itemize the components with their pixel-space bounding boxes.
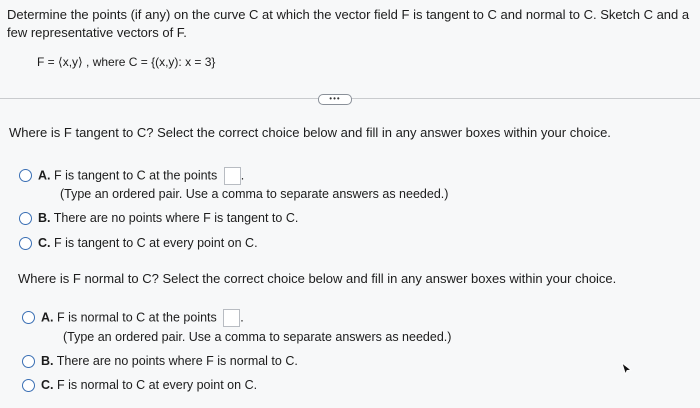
- tangent-choice-b-radio[interactable]: [19, 212, 32, 225]
- normal-points-answer-box[interactable]: [223, 309, 240, 327]
- choice-text: F is normal to C at the points: [56, 310, 217, 325]
- choice-letter: A.: [38, 168, 51, 183]
- choice-text: F is normal to C at every point on C.: [56, 378, 258, 392]
- choice-text: F is tangent to C at every point on C.: [53, 236, 258, 250]
- mouse-pointer-icon: [620, 362, 634, 376]
- choice-letter: B.: [41, 354, 54, 368]
- tangent-choice-c[interactable]: [38, 235, 258, 251]
- problem-formula: F = ⟨x,y⟩ , where C = {(x,y): x = 3}: [37, 55, 216, 69]
- choice-text: There are no points where F is normal to C.: [56, 354, 298, 368]
- problem-statement: [7, 6, 697, 42]
- tangent-choice-c-radio[interactable]: [19, 237, 32, 250]
- tangent-points-answer-box[interactable]: [224, 167, 241, 185]
- problem-intro-line2: few representative vectors of F.: [7, 25, 187, 40]
- choice-text: F is tangent to C at the points: [53, 168, 218, 183]
- tangent-choice-a-radio[interactable]: [19, 169, 32, 182]
- normal-choice-a[interactable]: A. F is normal to C at the points .: [41, 309, 244, 327]
- choice-letter: B.: [38, 211, 51, 225]
- normal-choice-a-radio[interactable]: [22, 311, 35, 324]
- choice-letter: C.: [38, 236, 51, 250]
- normal-choice-c[interactable]: [41, 377, 257, 393]
- choice-letter: C.: [41, 378, 54, 392]
- normal-question: Where is F normal to C? Select the correct choice below and fill in any answer boxes within your choice.: [18, 271, 617, 286]
- tangent-choice-a[interactable]: A. F is tangent to C at the points .: [38, 167, 244, 185]
- tangent-question: Where is F tangent to C? Select the correct choice below and fill in any answer boxes within your choice.: [9, 125, 611, 140]
- normal-choice-a-hint: (Type an ordered pair. Use a comma to separate answers as needed.): [63, 330, 452, 344]
- choice-letter: A.: [41, 310, 54, 325]
- tangent-choice-b[interactable]: [38, 210, 298, 226]
- problem-intro-line1: Determine the points (if any) on the curve C at which the vector field F is tangent to C and normal to C. Sketch C and a: [7, 7, 690, 22]
- normal-choice-b-radio[interactable]: [22, 355, 35, 368]
- tangent-choice-a-hint: (Type an ordered pair. Use a comma to separate answers as needed.): [60, 187, 449, 201]
- normal-choice-c-radio[interactable]: [22, 379, 35, 392]
- expand-more-button[interactable]: •••: [318, 94, 352, 105]
- choice-text: There are no points where F is tangent to C.: [53, 211, 299, 225]
- normal-choice-b[interactable]: [41, 353, 298, 369]
